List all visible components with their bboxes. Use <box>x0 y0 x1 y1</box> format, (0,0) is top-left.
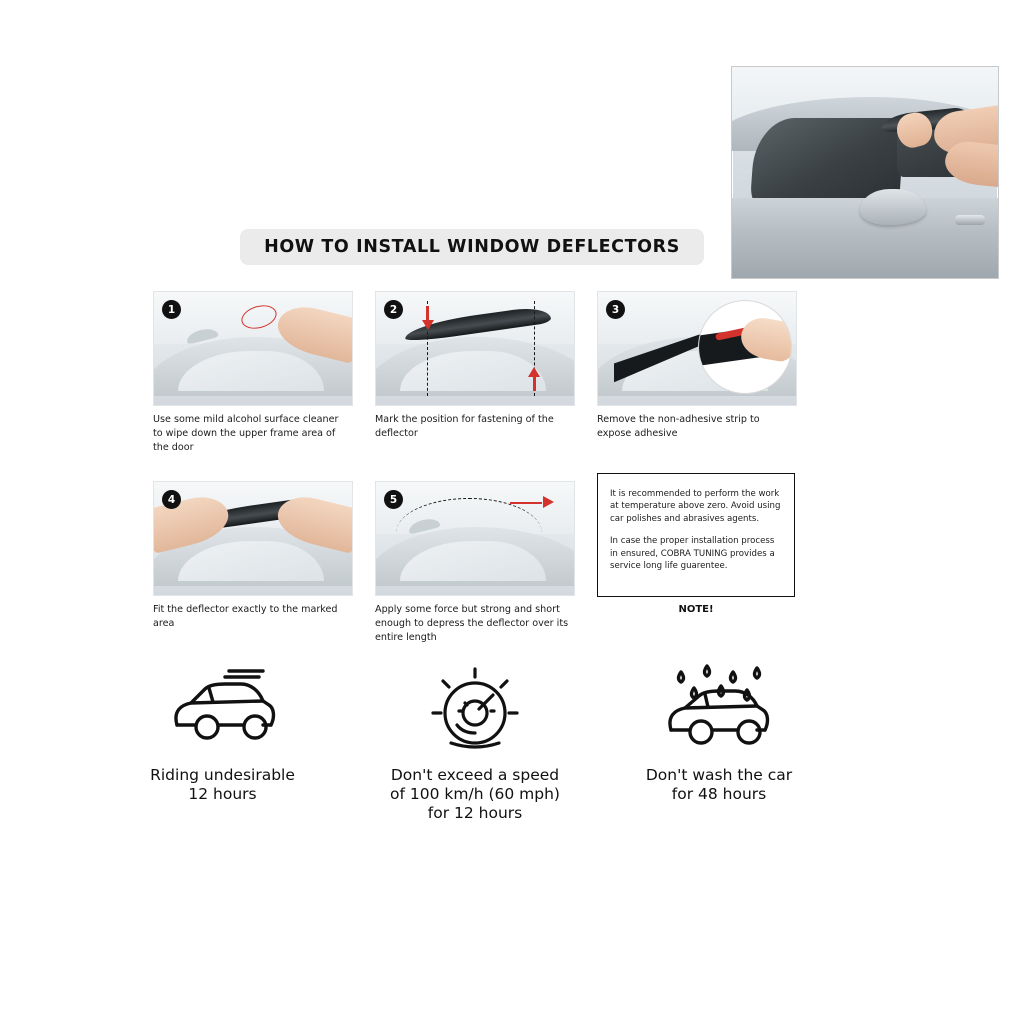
magnifier-detail-icon <box>698 300 792 394</box>
step-card-5 <box>375 481 575 645</box>
arrow-right-icon <box>543 496 554 508</box>
speedometer-icon <box>385 660 565 756</box>
note-label: NOTE! <box>678 604 714 615</box>
step-5-caption: Apply some force but strong and short enough to depress the deflector over its entire length <box>375 604 569 643</box>
page-title: HOW TO INSTALL WINDOW DEFLECTORS <box>264 237 680 257</box>
step-3-image <box>597 291 797 406</box>
photo-door-handle <box>955 215 984 226</box>
warning-speed-limit <box>385 660 565 823</box>
car-no-riding-icon <box>145 660 300 756</box>
step-3-caption: Remove the non-adhesive strip to expose adhesive <box>597 414 760 439</box>
step-number-badge: 4 <box>162 490 181 509</box>
step-number-badge: 3 <box>606 300 625 319</box>
photo-side-mirror <box>860 189 927 225</box>
step-2-image <box>375 291 575 406</box>
page-title-banner <box>240 229 704 265</box>
note-box <box>597 473 795 597</box>
step-number-badge: 1 <box>162 300 181 319</box>
arrow-down-icon <box>422 320 434 330</box>
arrow-right-stem <box>510 502 542 504</box>
warning-line-1: Don't exceed a speed <box>390 766 560 784</box>
step-card-1 <box>153 291 353 455</box>
note-paragraph-2: In case the proper installation process in ensured, COBRA TUNING provides a service long life guarentee. <box>610 536 775 572</box>
step-1-caption: Use some mild alcohol surface cleaner to wipe down the upper frame area of the door <box>153 414 339 453</box>
warning-line-2: of 100 km/h (60 mph) <box>390 785 560 803</box>
step-5-image <box>375 481 575 596</box>
warning-line-2: 12 hours <box>188 785 257 803</box>
note-paragraph-1: It is recommended to perform the work at temperature above zero. Avoid using car polishes and abrasives agents. <box>610 489 781 524</box>
hero-installation-photo <box>731 66 999 279</box>
arrow-up-stem <box>533 375 536 391</box>
photo-arm-lower <box>943 139 999 188</box>
warning-line-2: for 48 hours <box>671 785 767 803</box>
step-number-badge: 5 <box>384 490 403 509</box>
step-1-image <box>153 291 353 406</box>
step-card-2 <box>375 291 575 441</box>
step-number-badge: 2 <box>384 300 403 319</box>
step-4-caption: Fit the deflector exactly to the marked area <box>153 604 338 629</box>
warning-line-1: Don't wash the car <box>645 766 793 784</box>
step-2-caption: Mark the position for fastening of the deflector <box>375 414 554 439</box>
warning-no-wash <box>640 660 798 804</box>
warning-riding-undesirable <box>145 660 300 804</box>
warning-line-1: Riding undesirable <box>150 766 295 784</box>
arrow-up-icon <box>528 367 540 377</box>
step-4-image <box>153 481 353 596</box>
warning-line-3: for 12 hours <box>427 804 523 822</box>
car-no-wash-icon <box>640 660 798 756</box>
step-card-4 <box>153 481 353 631</box>
step-card-3 <box>597 291 797 441</box>
